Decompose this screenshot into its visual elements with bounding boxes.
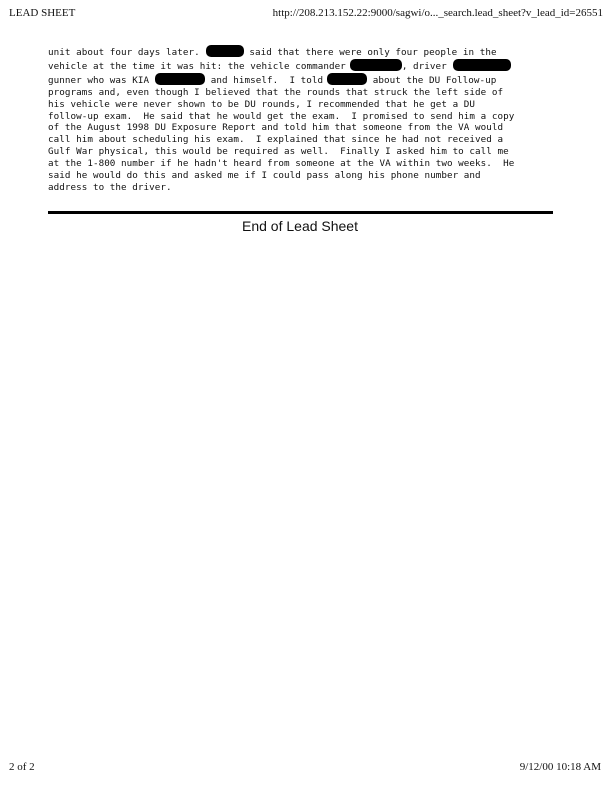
page-number: 2 of 2 (9, 761, 35, 773)
end-of-lead-sheet-label: End of Lead Sheet (242, 218, 358, 234)
narrative-line: unit about four days later. (48, 47, 200, 58)
narrative-line: call him about scheduling his exam. I explained that since he had not received a (48, 134, 504, 146)
redaction-block (206, 45, 244, 57)
redaction-block (350, 59, 402, 71)
narrative-line: , driver (401, 60, 447, 72)
narrative-line: gunner who was KIA (48, 74, 150, 86)
narrative-line: of the August 1998 DU Exposure Report and told him that someone from the VA would (48, 122, 504, 134)
lead-narrative (48, 45, 573, 194)
narrative-line: said that there were only four people in the (243, 47, 497, 58)
narrative-line: follow-up exam. He said that he would get the exam. I promised to send him a copy (48, 110, 515, 122)
narrative-line: said he would do this and asked me if I could pass along his phone number and (48, 170, 481, 182)
narrative-line: vehicle at the time it was hit: the vehicle commander (48, 60, 346, 72)
redaction-block (327, 73, 367, 85)
page-header-title: LEAD SHEET (9, 7, 76, 19)
narrative-line: his vehicle were never shown to be DU rounds, I recommended that he get a DU (48, 98, 476, 110)
page-header-url: http://208.213.152.22:9000/sagwi/o..._search.lead_sheet?v_lead_id=26551 (272, 7, 603, 19)
narrative-line: programs and, even though I believed that the rounds that struck the left side of (48, 86, 504, 98)
narrative-line: address to the driver. (48, 181, 172, 193)
print-timestamp: 9/12/00 10:18 AM (519, 761, 601, 773)
narrative-line: about the DU Follow-up (367, 74, 497, 86)
redaction-block (155, 73, 205, 85)
redaction-block (453, 59, 511, 71)
narrative-line: Gulf War physical, this would be required as well. Finally I asked him to call me (48, 146, 509, 158)
narrative-line: and himself. I told (205, 74, 324, 86)
narrative-line: at the 1-800 number if he hadn't heard from someone at the VA within two weeks. He (48, 158, 515, 170)
section-divider (48, 211, 553, 214)
